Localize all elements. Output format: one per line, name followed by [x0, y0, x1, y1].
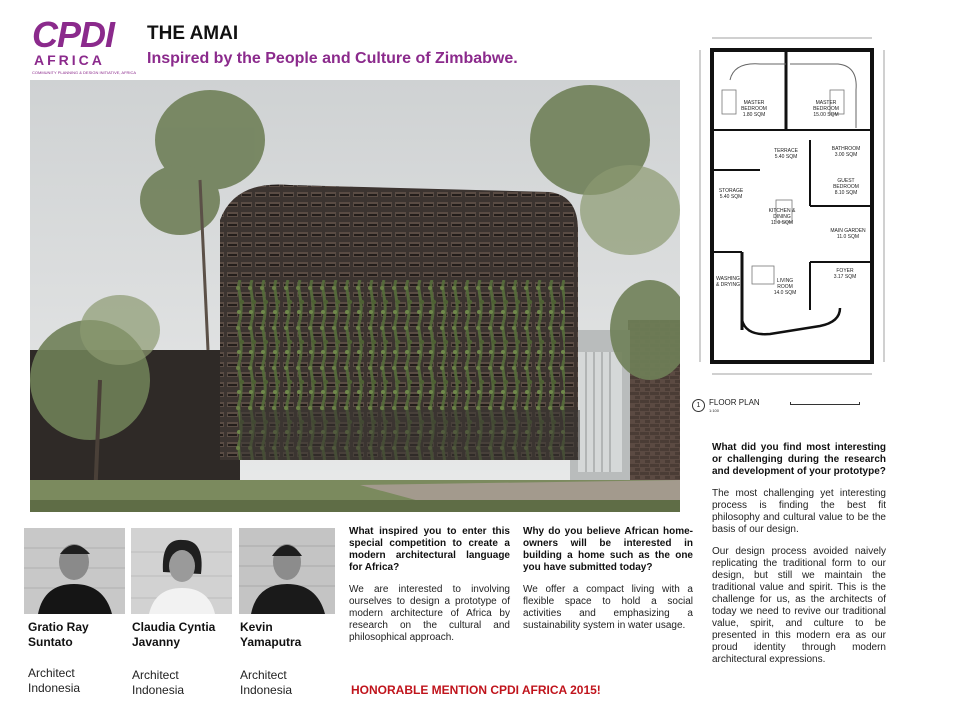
team-member-role: Architect Indonesia	[240, 668, 293, 697]
floor-plan-caption: FLOOR PLAN	[709, 398, 760, 407]
qa-question: What did you find most interesting or challenging during the research and development of your prototype?	[712, 442, 886, 477]
team-member-name: Kevin Yamaputra	[240, 620, 302, 649]
qa-block	[712, 442, 886, 666]
room-label: WASHING & DRYING	[715, 276, 741, 288]
team-member-name: Claudia Cyntia Javanny	[132, 620, 216, 649]
qa-block	[523, 526, 693, 632]
room-label: STORAGE 5.40 SQM	[718, 188, 744, 200]
qa-question: What inspired you to enter this special competition to create a modern architectural language for Africa?	[349, 526, 510, 573]
qa-answer: The most challenging yet interesting process is finding the best fit philosophy and cultural value to be the basis of our design.	[712, 488, 886, 535]
scale-bar	[790, 402, 860, 405]
team-photo	[24, 528, 125, 614]
team-photo	[131, 528, 232, 614]
building-render-image	[30, 80, 680, 512]
team-member-role: Architect Indonesia	[132, 668, 185, 697]
qa-block	[349, 526, 510, 644]
room-label: MASTER BEDROOM 1.80 SQM	[741, 100, 767, 118]
honorable-mention-text: HONORABLE MENTION CPDI AFRICA 2015!	[351, 683, 601, 697]
room-label: BATHROOM 3.00 SQM	[831, 146, 861, 158]
qa-answer: We are interested to involving ourselves to design a prototype of modern architecture of Africa by research on the cultural and philosophical approach.	[349, 584, 510, 643]
team-member-role: Architect Indonesia	[28, 666, 81, 695]
room-label: TERRACE 5.40 SQM	[774, 148, 798, 160]
team-photo	[239, 528, 335, 614]
plan-number-badge: 1	[692, 399, 705, 412]
page-title: THE AMAI	[147, 23, 239, 44]
room-label: FOYER 3.17 SQM	[833, 268, 857, 280]
logo-tagline: COMMUNITY PLANNING & DESIGN INITIATIVE, AFRICA	[32, 70, 137, 75]
qa-answer: Our design process avoided naively replicating the traditional form to our design, but still we maintain the traditional value and spirit. This is the challenge for us, as the architects of today we need to revive our traditional value, spirit, and culture to be presented in this modern era as our proud identity through modern architectural expressions.	[712, 546, 886, 665]
room-label: GUEST BEDROOM 8.10 SQM	[833, 178, 859, 196]
room-label: MASTER BEDROOM 15.00 SQM	[813, 100, 839, 118]
page-subtitle: Inspired by the People and Culture of Zimbabwe.	[147, 50, 518, 67]
logo-text: CPDI	[32, 14, 115, 55]
qa-answer: We offer a compact living with a flexible space to hold a social activities and emphasizing a sustainability system in water usage.	[523, 584, 693, 631]
room-label: LIVING ROOM 14.0 SQM	[773, 278, 797, 296]
logo-subtext: AFRICA	[34, 52, 105, 68]
team-member-name: Gratio Ray Suntato	[28, 620, 89, 649]
room-label: MAIN GARDEN 11.0 SQM	[830, 228, 866, 240]
floor-plan-scale: 1:100	[709, 408, 720, 413]
room-label: KITCHEN & DINING 11.0 SQM	[768, 208, 796, 226]
qa-question: Why do you believe African home-owners will be interested in building a home such as the one you have submitted today?	[523, 526, 693, 573]
cpdi-logo	[30, 14, 137, 76]
floor-plan-drawing	[690, 30, 890, 430]
